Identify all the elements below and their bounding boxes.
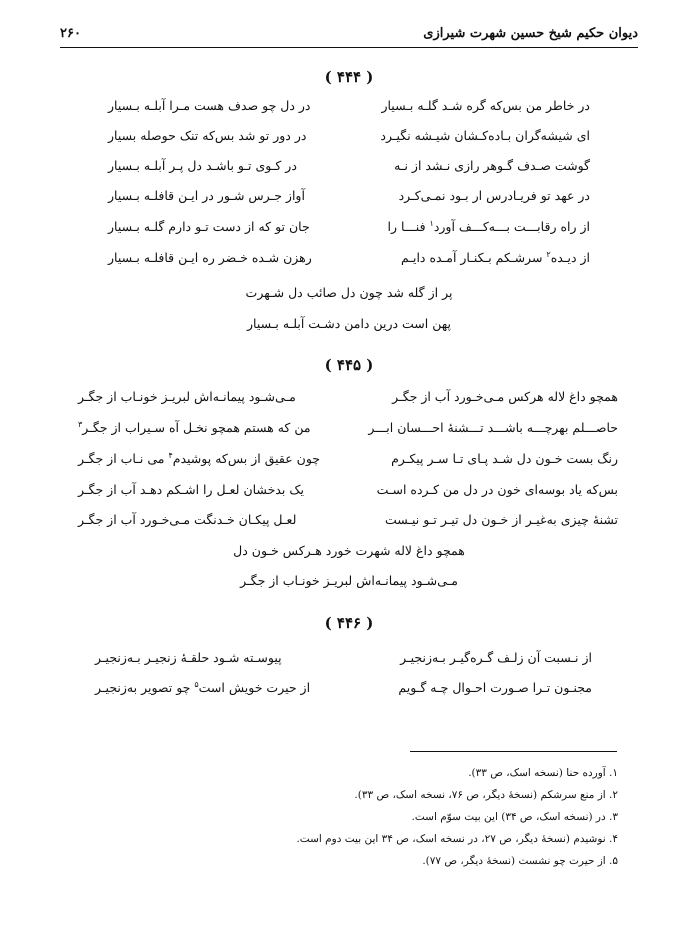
couplet [108,188,590,210]
closing-line: پهن است درین دامن دشـت آبلـه بـسیار [246,316,451,331]
couplet [108,250,590,272]
couplet [95,650,592,672]
hemistich-text: چون عقیق از بس‌که پوشیدم [172,451,321,467]
hemistich-second: در دور تو شد بس‌که تنک حوصله بسیار [108,128,307,143]
footnote: ۵. از حیرت چو نشست (نسخهٔ دیگر، ص ۷۷). [422,855,618,867]
couplet [95,680,592,702]
hemistich-first: رنگ بست خـون دل شـد پـای تـا سـر پیکـرم [391,451,618,466]
hemistich-second: مـی‌شـود پیمانـه‌اش لبریـز خونـاب از جگـر [78,389,296,404]
hemistich-text: از حیرت خویش است [198,680,311,696]
footnote: ۲. از منع سرشکم (نسخهٔ دیگر، ص ۷۶، نسخه اسک، ص ۳۳). [354,789,618,801]
hemistich-second: در کـوی تـو باشـد دل پـر آبلـه بـسیار [108,158,297,173]
footnote: ۱. آورده حنا (نسخه اسک، ص ۳۳). [468,767,618,779]
hemistich-first: در عهد تو فریـادرس ار بـود نمـی‌کـرد [398,188,590,203]
hemistich-second: یک بدخشان لعـل را اشـکم دهـد آب از جگـر [78,482,304,497]
hemistich-second [78,451,320,466]
page-header [60,26,638,44]
hemistich-first: در خاطر من بس‌که گره شـد گلـه بـسیار [381,98,590,113]
footnote: ۴. نوشیدم (نسخهٔ دیگر، ص ۲۷، در نسخه اسک، ص ۳۴ این بیت دوم است. [296,833,618,845]
hemistich-text: می نـاب از جگـر [78,451,169,467]
couplet [78,389,618,411]
couplet [108,219,590,241]
hemistich-first: تشنهٔ چیزی به‌غیـر از خـون دل تیـر تـو نیـست [384,512,618,527]
footnote: ۳. در (نسخه اسک، ص ۳۴) این بیت سوّم است. [411,811,618,823]
footnote-marker: ۳ [78,420,83,429]
hemistich-second: لعـل پیکـان خـدنگت مـی‌خـورد آب از جگـر [78,512,297,527]
hemistich-first [388,219,590,234]
hemistich-text: فنـــا را [387,219,430,235]
hemistich-second: در دل چو صدف هست مـرا آبلـه بـسیار [108,98,311,113]
hemistich-second: آواز جـرس شـور در ایـن قافلـه بـسیار [108,188,305,203]
hemistich-first: مجنـون تـرا صـورت احـوال چـه گـویم [398,680,592,695]
hemistich-second: رهزن شـده خـضر ره ایـن قافلـه بـسیار [108,250,312,265]
poem-title: ( ۴۴۶ ) [324,614,374,632]
closing-line: مـی‌شـود پیمانـه‌اش لبریـز خونـاب از جگـر [240,573,458,588]
hemistich-second [78,420,311,435]
page-number: ۲۶۰ [60,26,81,41]
hemistich-first: ای شیشه‌گران بـاده‌کـشان شیـشه نگیـرد [380,128,590,143]
couplet [78,512,618,534]
footnote-rule [410,751,617,752]
hemistich-text: سرشـکم بـکنـار آمـده دایـم [401,250,547,266]
couplet [108,128,590,150]
poem-title: ( ۴۴۵ ) [324,356,374,374]
couplet [78,420,618,442]
closing-line: همچو داغ لاله شهرت خورد هـرکس خـون دل [233,543,465,558]
footnote-marker: ۲ [546,250,551,259]
hemistich-second: پیوسـته شـود حلقـهٔ زنجیـر بـه‌زنجیـر [95,650,282,665]
hemistich-text: من که هستم همچو نخـل آه سـیراب از جگـر [82,420,311,436]
footnote-marker: ۱ [429,219,434,228]
couplet [108,158,590,180]
footnote-marker: ۵ [194,680,199,689]
hemistich-text: از راه رقابـــت بـــه‌کـــف آورد [433,219,590,235]
hemistich-text: از دیـده [550,250,590,266]
header-rule [60,47,638,48]
book-title: دیوان حکیم شیخ حسین شهرت شیرازی [423,26,638,41]
hemistich-text: چو تصویر به‌زنجیـر [95,680,195,696]
hemistich-first: حاصـــلم بهرچـــه باشـــد تـــشنهٔ احـــسان ابـــر [368,420,618,435]
hemistich-first: از نـسبت آن زلـف گـره‌گیـر بـه‌زنجیـر [400,650,592,665]
couplet [108,98,590,120]
hemistich-second [95,680,310,695]
hemistich-first: همچو داغ لاله هرکس مـی‌خـورد آب از جگـر [392,389,618,404]
hemistich-first: بس‌که یاد بوسه‌ای خون در دل من کـرده اسـت [376,482,618,497]
hemistich-first [401,250,590,265]
footnote-marker: ۴ [168,451,173,460]
couplet [78,451,618,473]
hemistich-second: جان تو که از دست تـو دارم گلـه بـسیار [108,219,310,234]
closing-line: پر از گله شد چون دل صائب دل شـهرت [245,285,453,300]
poem-title: ( ۴۴۴ ) [324,68,374,86]
hemistich-first: گوشت صـدف گـوهر رازی نـشد از نـه [394,158,590,173]
couplet [78,482,618,504]
